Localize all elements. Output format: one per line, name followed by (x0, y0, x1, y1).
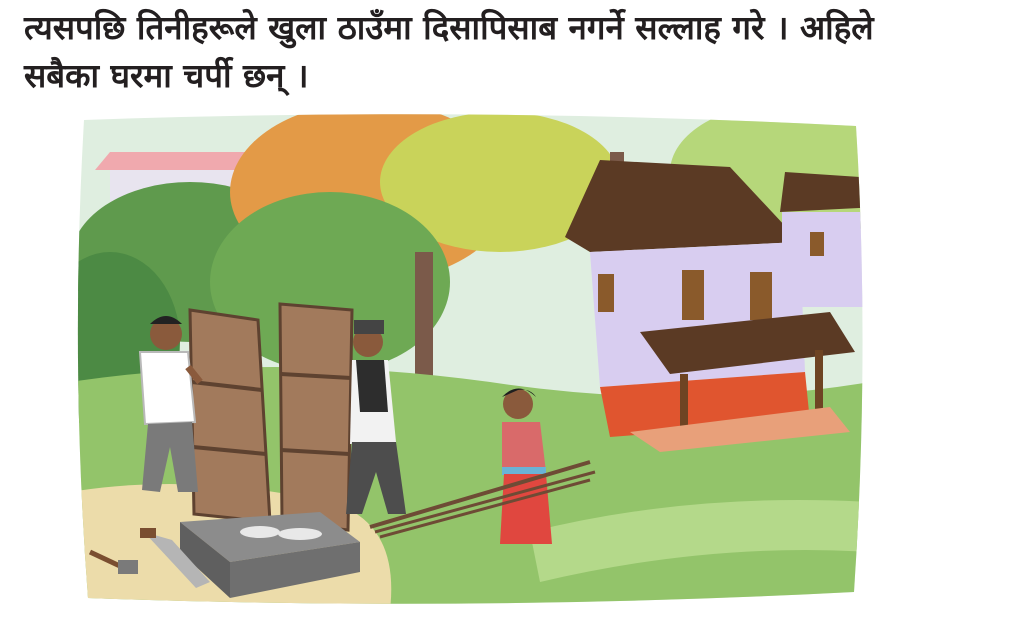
second-house (780, 172, 870, 307)
story-text (24, 4, 984, 100)
story-line-2: सबैका घरमा चर्पी छन् । (24, 56, 309, 95)
story-illustration (70, 112, 870, 610)
story-line-1: त्यसपछि तिनीहरूले खुला ठाउँमा दिसापिसाब नगर्ने सल्लाह गरे । अहिले (24, 8, 874, 47)
